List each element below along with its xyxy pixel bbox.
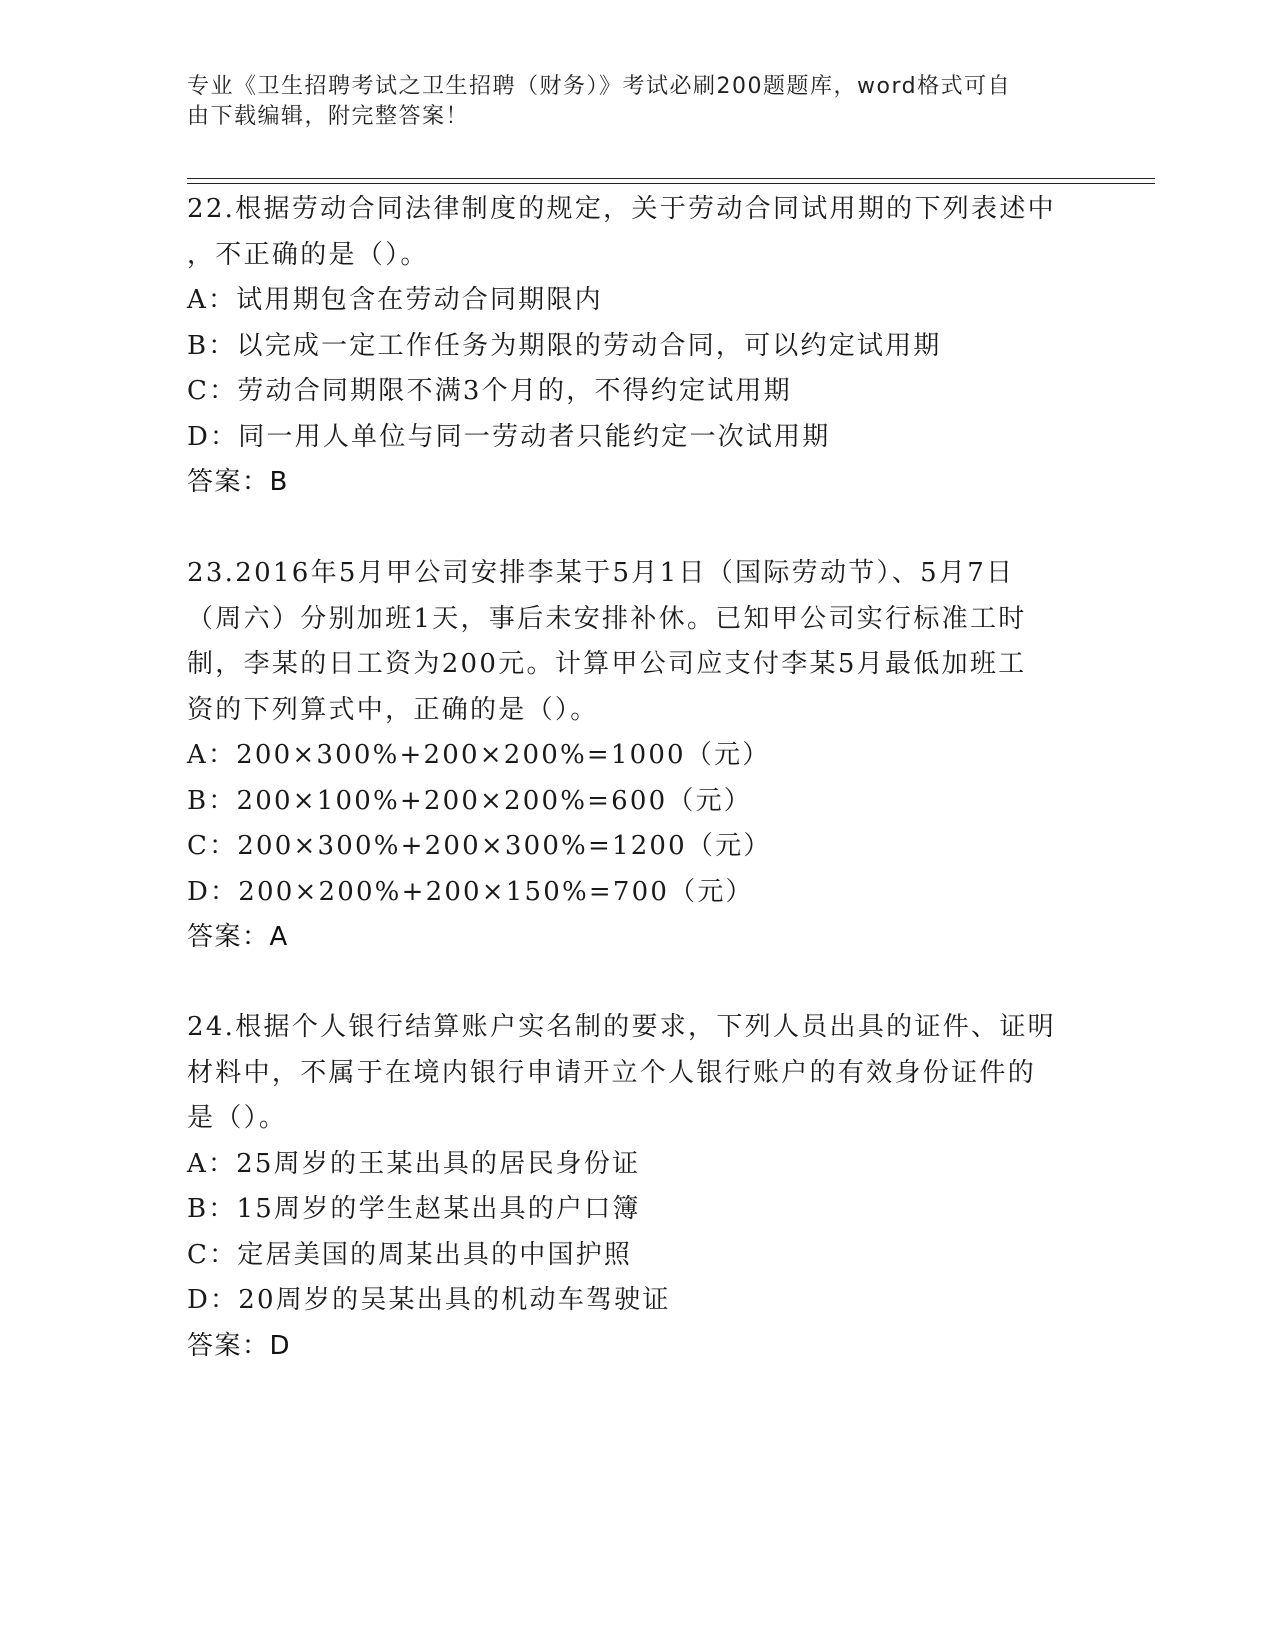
question-stem-line: （周六）分别加班1天，事后未安排补休。已知甲公司实行标准工时 xyxy=(187,603,1027,634)
question-stem-line: 制，李某的日工资为200元。计算甲公司应支付李某5月最低加班工 xyxy=(187,649,1027,679)
answer-label: 答案：D xyxy=(187,1330,292,1361)
option-d: D：同一用人单位与同一劳动者只能约定一次试用期 xyxy=(187,421,831,452)
header-line-1: 专业《卫生招聘考试之卫生招聘（财务）》考试必刷200题题库，word格式可自 xyxy=(187,74,1012,99)
option-d: D：20周岁的吴某出具的机动车驾驶证 xyxy=(187,1285,671,1315)
header-divider-bottom xyxy=(187,183,1155,184)
answer-label: 答案：B xyxy=(187,467,289,497)
header-line-2: 由下载编辑，附完整答案！ xyxy=(187,104,470,129)
answer-label: 答案：A xyxy=(187,922,289,952)
question-stem-line: 23.2016年5月甲公司安排李某于5月1日（国际劳动节）、5月7日 xyxy=(187,558,1015,588)
question-22 xyxy=(187,187,1087,506)
option-b: B：15周岁的学生赵某出具的户口簿 xyxy=(187,1194,641,1224)
question-stem-line: 是（）。 xyxy=(187,1103,288,1133)
option-a: A：25周岁的王某出具的居民身份证 xyxy=(187,1148,641,1179)
option-a: A：200×300%+200×200%=1000（元） xyxy=(187,740,771,770)
question-stem-line: 24.根据个人银行结算账户实名制的要求，下列人员出具的证件、证明 xyxy=(187,1012,1056,1042)
question-24 xyxy=(187,1005,1087,1369)
document-header xyxy=(187,72,1067,132)
header-divider-top xyxy=(187,178,1155,179)
option-c: C：劳动合同期限不满3个月的，不得约定试用期 xyxy=(187,376,792,406)
option-b: B：200×100%+200×200%=600（元） xyxy=(187,785,752,816)
option-a: A：试用期包含在劳动合同期限内 xyxy=(187,285,603,315)
question-stem-line: 22.根据劳动合同法律制度的规定，关于劳动合同试用期的下列表述中 xyxy=(187,194,1056,224)
question-stem-line: 资的下列算式中，正确的是（）。 xyxy=(187,694,599,725)
question-23 xyxy=(187,551,1087,961)
option-b: B：以完成一定工作任务为期限的劳动合同，可以约定试用期 xyxy=(187,330,942,361)
question-stem-line: ，不正确的是（）。 xyxy=(187,239,429,270)
question-stem-line: 材料中，不属于在境内银行申请开立个人银行账户的有效身份证件的 xyxy=(187,1057,1037,1088)
option-d: D：200×200%+200×150%=700（元） xyxy=(187,876,754,907)
option-c: C：定居美国的周某出具的中国护照 xyxy=(187,1239,633,1270)
option-c: C：200×300%+200×300%=1200（元） xyxy=(187,831,772,861)
